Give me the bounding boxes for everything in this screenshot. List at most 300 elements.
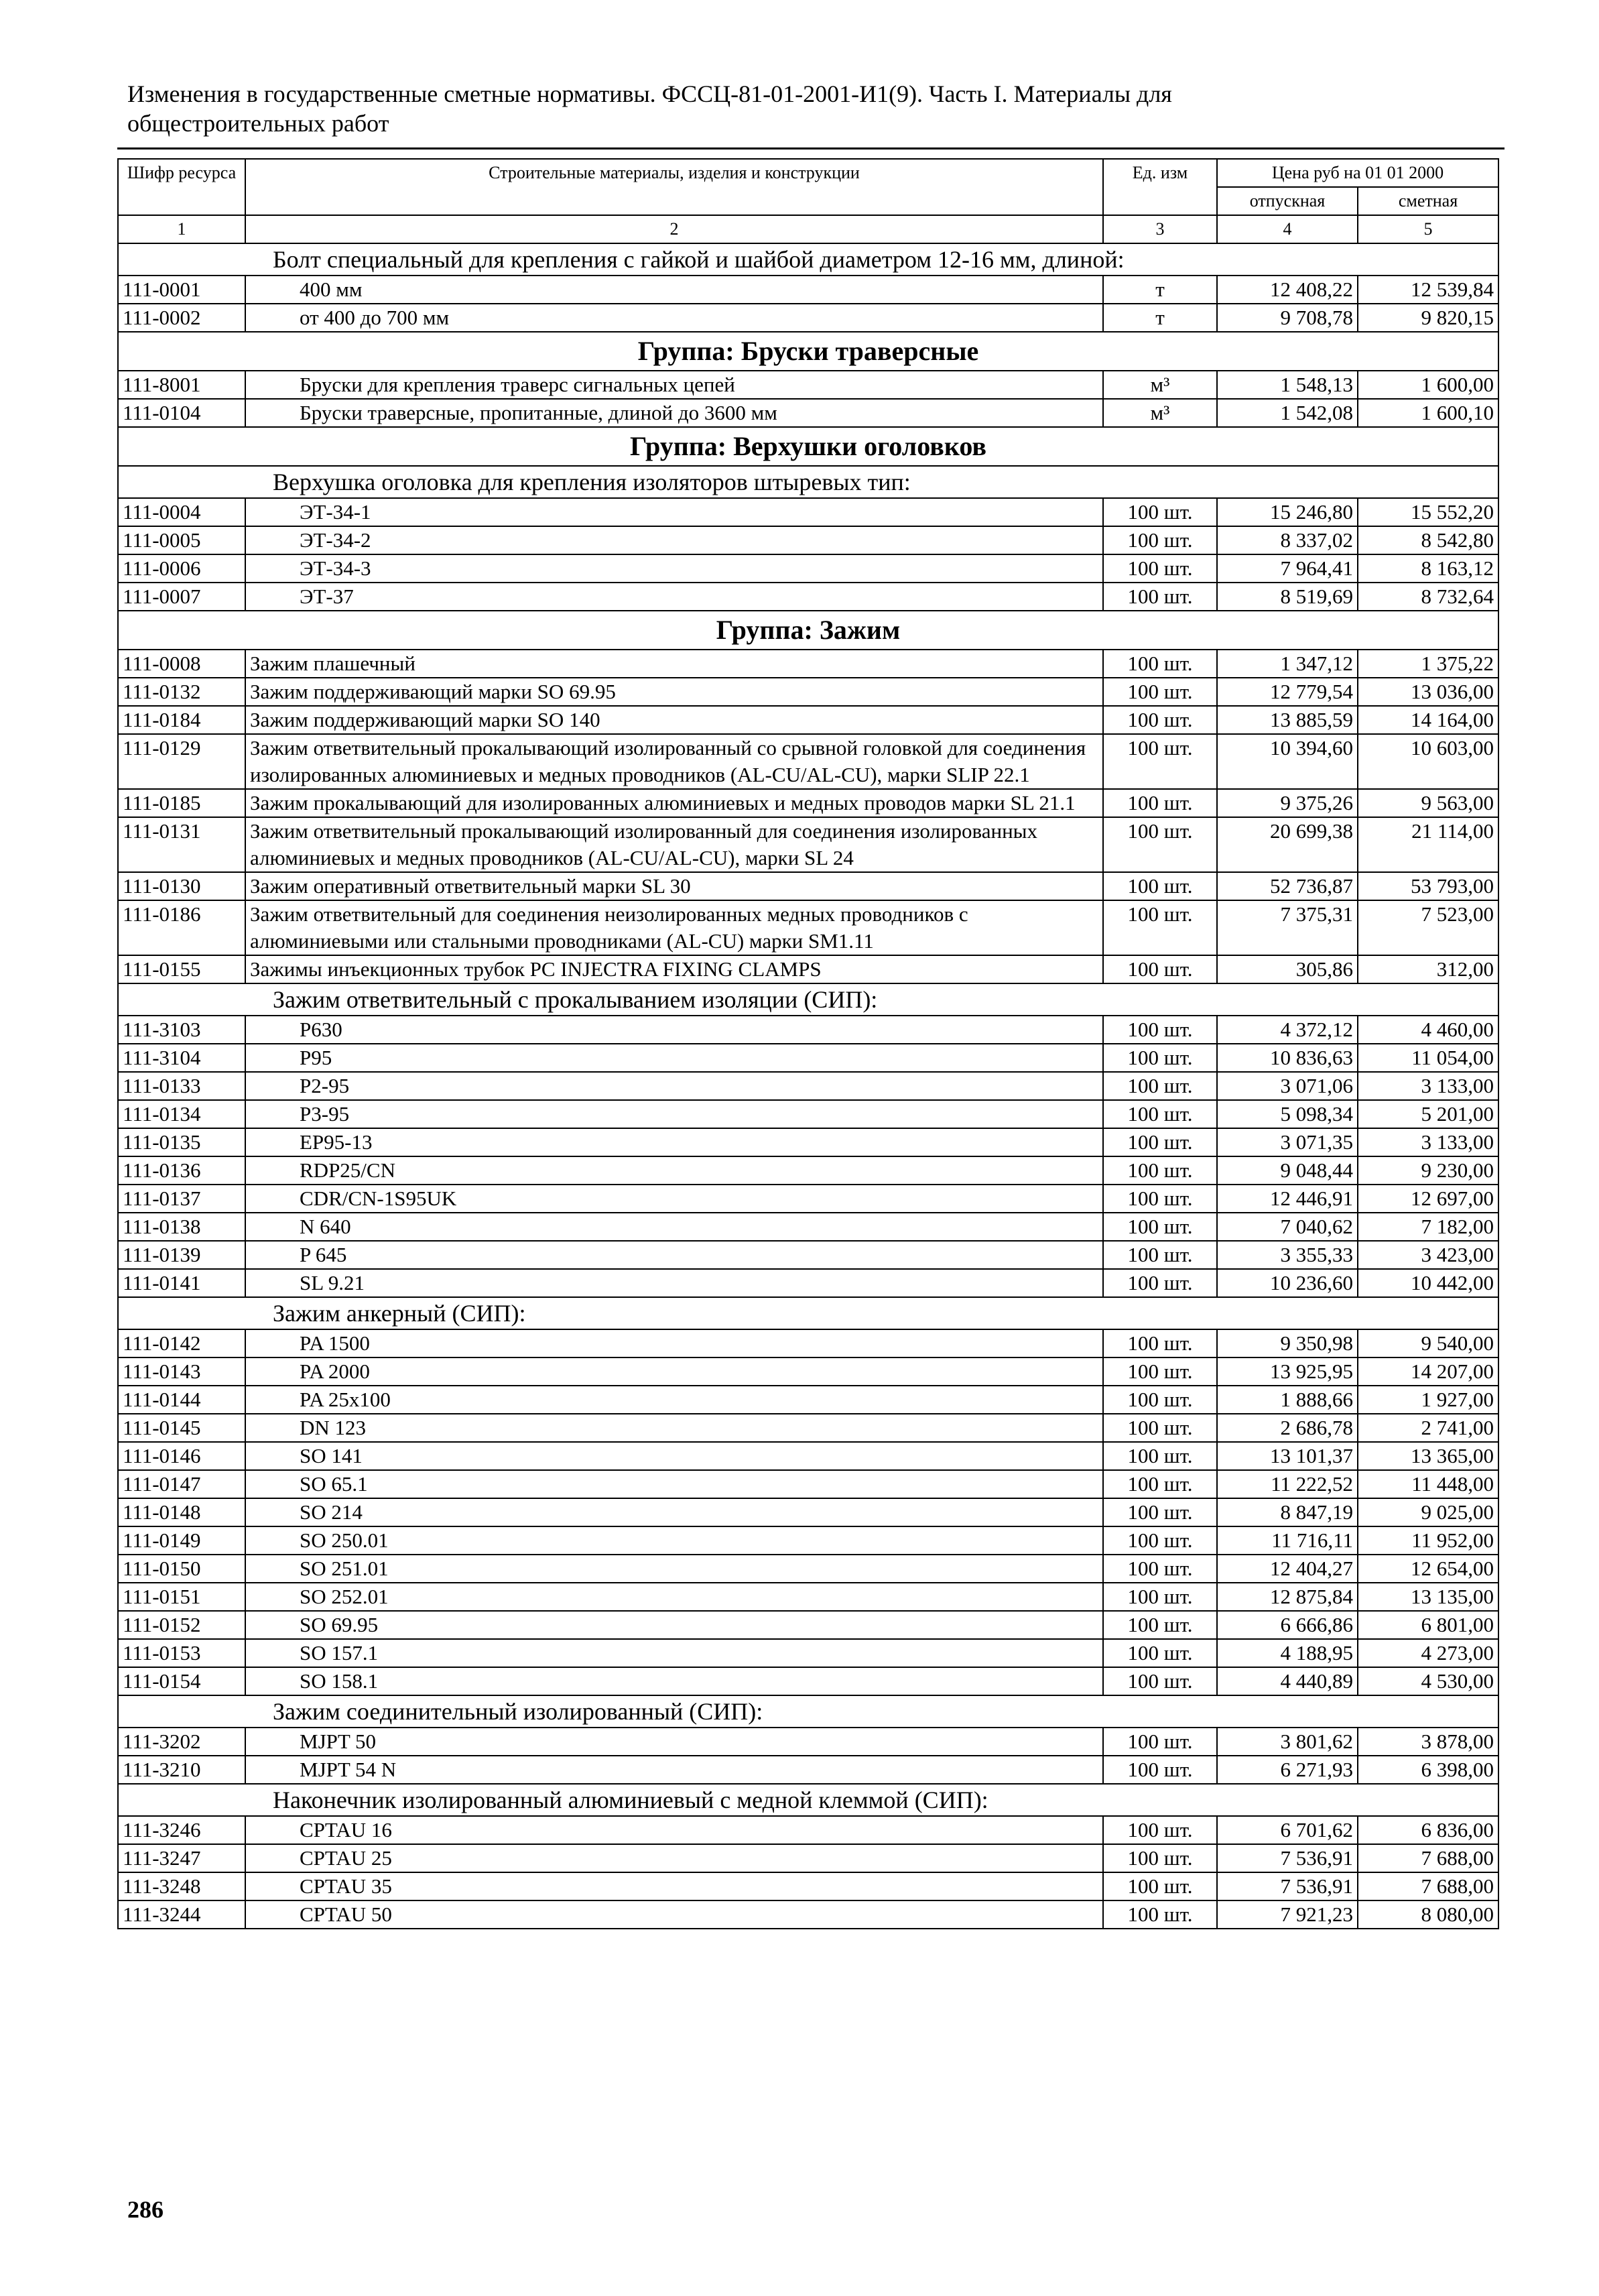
resource-code: 111-0186 [118,900,245,955]
release-price: 7 921,23 [1217,1900,1358,1929]
material-name: P 645 [245,1241,1103,1269]
release-price: 9 350,98 [1217,1329,1358,1357]
unit-of-measure: 100 шт. [1103,1357,1217,1386]
estimate-price: 312,00 [1358,955,1498,983]
col-header-price-estimate: сметная [1358,187,1498,215]
release-price: 12 404,27 [1217,1555,1358,1583]
estimate-price: 9 563,00 [1358,789,1498,817]
release-price: 52 736,87 [1217,872,1358,900]
release-price: 20 699,38 [1217,817,1358,872]
table-row [118,817,1498,872]
table-row [118,1072,1498,1100]
release-price: 11 222,52 [1217,1470,1358,1498]
unit-of-measure: 100 шт. [1103,955,1217,983]
release-price: 7 040,62 [1217,1213,1358,1241]
resource-code: 111-0131 [118,817,245,872]
group-heading: Группа: Зажим [118,611,1498,650]
estimate-price: 1 600,00 [1358,371,1498,399]
estimate-price: 3 878,00 [1358,1728,1498,1756]
unit-of-measure: 100 шт. [1103,650,1217,678]
header-rule [117,147,1505,149]
table-row [118,1728,1498,1756]
unit-of-measure: 100 шт. [1103,1442,1217,1470]
unit-of-measure: 100 шт. [1103,734,1217,789]
material-name: SO 250.01 [245,1526,1103,1555]
unit-of-measure: 100 шт. [1103,678,1217,706]
resource-code: 111-0185 [118,789,245,817]
release-price: 10 394,60 [1217,734,1358,789]
col-header-name: Строительные материалы, изделия и конструкции [245,159,1103,215]
subgroup-heading: Верхушка оголовка для крепления изоляторов штыревых тип: [118,466,1498,498]
material-name: SO 141 [245,1442,1103,1470]
estimate-price: 7 688,00 [1358,1872,1498,1900]
estimate-price: 11 054,00 [1358,1044,1498,1072]
resource-code: 111-0144 [118,1386,245,1414]
release-price: 4 440,89 [1217,1667,1358,1695]
table-row [118,900,1498,955]
resource-code: 111-0104 [118,399,245,427]
table-row [118,1756,1498,1784]
price-table [117,158,1499,1929]
unit-of-measure: 100 шт. [1103,1816,1217,1844]
unit-of-measure: 100 шт. [1103,1583,1217,1611]
table-row [118,1639,1498,1667]
resource-code: 111-0153 [118,1639,245,1667]
material-name: Зажим ответвительный прокалывающий изолированный для соединения изолированных алюминиевых и медных проводников (AL-CU/AL-CU), марки SL 24 [245,817,1103,872]
material-name: CPTAU 35 [245,1872,1103,1900]
table-row [118,734,1498,789]
release-price: 3 355,33 [1217,1241,1358,1269]
material-name: P3-95 [245,1100,1103,1128]
material-name: ЭТ-34-2 [245,526,1103,554]
resource-code: 111-0154 [118,1667,245,1695]
release-price: 9 048,44 [1217,1156,1358,1185]
table-row [118,1526,1498,1555]
estimate-price: 12 697,00 [1358,1185,1498,1213]
estimate-price: 6 801,00 [1358,1611,1498,1639]
subgroup-heading: Зажим ответвительный с прокалыванием изоляции (СИП): [118,983,1498,1016]
page-number: 286 [127,2196,164,2223]
estimate-price: 4 460,00 [1358,1016,1498,1044]
table-row [118,1100,1498,1128]
unit-of-measure: 100 шт. [1103,1844,1217,1872]
unit-of-measure: 100 шт. [1103,1386,1217,1414]
resource-code: 111-3104 [118,1044,245,1072]
resource-code: 111-0148 [118,1498,245,1526]
release-price: 7 536,91 [1217,1844,1358,1872]
unit-of-measure: 100 шт. [1103,1213,1217,1241]
material-name: Бруски для крепления траверс сигнальных цепей [245,371,1103,399]
table-row [118,1498,1498,1526]
material-name: SO 214 [245,1498,1103,1526]
release-price: 6 666,86 [1217,1611,1358,1639]
resource-code: 111-0005 [118,526,245,554]
col-header-price-release: отпускная [1217,187,1358,215]
unit-of-measure: 100 шт. [1103,817,1217,872]
material-name: PA 1500 [245,1329,1103,1357]
table-row [118,1900,1498,1929]
unit-of-measure: 100 шт. [1103,900,1217,955]
table-row [118,678,1498,706]
estimate-price: 4 530,00 [1358,1667,1498,1695]
table-row [118,583,1498,611]
release-price: 1 888,66 [1217,1386,1358,1414]
estimate-price: 3 133,00 [1358,1072,1498,1100]
resource-code: 111-0138 [118,1213,245,1241]
table-row [118,1357,1498,1386]
unit-of-measure: 100 шт. [1103,872,1217,900]
group-heading-row [118,611,1498,650]
estimate-price: 7 182,00 [1358,1213,1498,1241]
estimate-price: 9 540,00 [1358,1329,1498,1357]
resource-code: 111-0151 [118,1583,245,1611]
table-row [118,1016,1498,1044]
material-name: 400 мм [245,276,1103,304]
resource-code: 111-0184 [118,706,245,734]
resource-code: 111-0008 [118,650,245,678]
subgroup-heading-row [118,1784,1498,1816]
estimate-price: 10 442,00 [1358,1269,1498,1297]
estimate-price: 8 080,00 [1358,1900,1498,1929]
resource-code: 111-0007 [118,583,245,611]
release-price: 10 836,63 [1217,1044,1358,1072]
material-name: SO 158.1 [245,1667,1103,1695]
unit-of-measure: 100 шт. [1103,1756,1217,1784]
estimate-price: 12 539,84 [1358,276,1498,304]
resource-code: 111-0139 [118,1241,245,1269]
release-price: 4 372,12 [1217,1016,1358,1044]
material-name: RDP25/CN [245,1156,1103,1185]
unit-of-measure: 100 шт. [1103,1128,1217,1156]
table-row [118,1872,1498,1900]
estimate-price: 3 133,00 [1358,1128,1498,1156]
estimate-price: 2 741,00 [1358,1414,1498,1442]
table-row [118,1611,1498,1639]
unit-of-measure: 100 шт. [1103,1100,1217,1128]
release-price: 8 519,69 [1217,583,1358,611]
estimate-price: 11 952,00 [1358,1526,1498,1555]
resource-code: 111-0006 [118,554,245,583]
unit-of-measure: 100 шт. [1103,554,1217,583]
release-price: 13 925,95 [1217,1357,1358,1386]
table-row [118,1329,1498,1357]
unit-of-measure: 100 шт. [1103,1639,1217,1667]
unit-of-measure: 100 шт. [1103,1900,1217,1929]
material-name: EP95-13 [245,1128,1103,1156]
document-title-line2: общестроительных работ [127,110,389,137]
table-row [118,1583,1498,1611]
col-number: 1 [118,215,245,243]
resource-code: 111-0133 [118,1072,245,1100]
table-row [118,1414,1498,1442]
release-price: 13 101,37 [1217,1442,1358,1470]
material-name: Зажим поддерживающий марки SO 69.95 [245,678,1103,706]
table-row [118,1844,1498,1872]
material-name: Зажим ответвительный для соединения неизолированных медных проводников с алюминиевыми или стальными проводниками (AL-CU) марки SM1.11 [245,900,1103,955]
estimate-price: 6 836,00 [1358,1816,1498,1844]
release-price: 12 408,22 [1217,276,1358,304]
col-number: 2 [245,215,1103,243]
unit-of-measure: 100 шт. [1103,526,1217,554]
subgroup-heading-row [118,466,1498,498]
resource-code: 111-0152 [118,1611,245,1639]
unit-of-measure: т [1103,276,1217,304]
resource-code: 111-3202 [118,1728,245,1756]
estimate-price: 14 164,00 [1358,706,1498,734]
resource-code: 111-3210 [118,1756,245,1784]
release-price: 3 071,35 [1217,1128,1358,1156]
table-row [118,371,1498,399]
estimate-price: 13 135,00 [1358,1583,1498,1611]
material-name: MJPT 54 N [245,1756,1103,1784]
estimate-price: 9 230,00 [1358,1156,1498,1185]
table-row [118,1185,1498,1213]
release-price: 7 964,41 [1217,554,1358,583]
estimate-price: 8 542,80 [1358,526,1498,554]
release-price: 305,86 [1217,955,1358,983]
material-name: P2-95 [245,1072,1103,1100]
estimate-price: 7 688,00 [1358,1844,1498,1872]
release-price: 11 716,11 [1217,1526,1358,1555]
unit-of-measure: 100 шт. [1103,1072,1217,1100]
resource-code: 111-0129 [118,734,245,789]
estimate-price: 13 365,00 [1358,1442,1498,1470]
col-header-unit: Ед. изм [1103,159,1217,215]
table-row [118,650,1498,678]
table-row [118,1213,1498,1241]
unit-of-measure: 100 шт. [1103,1526,1217,1555]
resource-code: 111-0150 [118,1555,245,1583]
unit-of-measure: 100 шт. [1103,1667,1217,1695]
release-price: 2 686,78 [1217,1414,1358,1442]
resource-code: 111-3103 [118,1016,245,1044]
release-price: 1 347,12 [1217,650,1358,678]
release-price: 15 246,80 [1217,498,1358,526]
table-row [118,1386,1498,1414]
material-name: N 640 [245,1213,1103,1241]
unit-of-measure: 100 шт. [1103,1414,1217,1442]
table-row [118,1128,1498,1156]
release-price: 1 542,08 [1217,399,1358,427]
estimate-price: 11 448,00 [1358,1470,1498,1498]
unit-of-measure: 100 шт. [1103,1611,1217,1639]
release-price: 7 375,31 [1217,900,1358,955]
release-price: 9 375,26 [1217,789,1358,817]
material-name: SO 157.1 [245,1639,1103,1667]
table-body [118,243,1498,1929]
material-name: P630 [245,1016,1103,1044]
resource-code: 111-0130 [118,872,245,900]
estimate-price: 8 163,12 [1358,554,1498,583]
resource-code: 111-0149 [118,1526,245,1555]
col-number: 3 [1103,215,1217,243]
resource-code: 111-0134 [118,1100,245,1128]
release-price: 3 801,62 [1217,1728,1358,1756]
resource-code: 111-3246 [118,1816,245,1844]
material-name: PA 25x100 [245,1386,1103,1414]
table-row [118,526,1498,554]
unit-of-measure: 100 шт. [1103,1185,1217,1213]
unit-of-measure: м³ [1103,399,1217,427]
document-title [127,79,1334,138]
unit-of-measure: 100 шт. [1103,1498,1217,1526]
material-name: CDR/CN-1S95UK [245,1185,1103,1213]
resource-code: 111-0147 [118,1470,245,1498]
release-price: 4 188,95 [1217,1639,1358,1667]
material-name: Зажим прокалывающий для изолированных алюминиевых и медных проводов марки SL 21.1 [245,789,1103,817]
subgroup-heading-row [118,243,1498,276]
table-row [118,304,1498,332]
release-price: 8 847,19 [1217,1498,1358,1526]
unit-of-measure: 100 шт. [1103,706,1217,734]
unit-of-measure: т [1103,304,1217,332]
material-name: от 400 до 700 мм [245,304,1103,332]
release-price: 7 536,91 [1217,1872,1358,1900]
estimate-price: 14 207,00 [1358,1357,1498,1386]
material-name: SO 252.01 [245,1583,1103,1611]
unit-of-measure: 100 шт. [1103,1470,1217,1498]
resource-code: 111-0132 [118,678,245,706]
subgroup-heading: Болт специальный для крепления с гайкой и шайбой диаметром 12-16 мм, длиной: [118,243,1498,276]
material-name: Зажимы инъекционных трубок PC INJECTRA FIXING CLAMPS [245,955,1103,983]
table-row [118,789,1498,817]
group-heading-row [118,332,1498,371]
material-name: Зажим поддерживающий марки SO 140 [245,706,1103,734]
resource-code: 111-0001 [118,276,245,304]
col-number: 4 [1217,215,1358,243]
unit-of-measure: 100 шт. [1103,789,1217,817]
table-row [118,955,1498,983]
material-name: SO 69.95 [245,1611,1103,1639]
material-name: Зажим оперативный ответвительный марки SL 30 [245,872,1103,900]
estimate-price: 9 820,15 [1358,304,1498,332]
resource-code: 111-0142 [118,1329,245,1357]
subgroup-heading: Зажим анкерный (СИП): [118,1297,1498,1329]
estimate-price: 1 600,10 [1358,399,1498,427]
table-row [118,1816,1498,1844]
unit-of-measure: 100 шт. [1103,1044,1217,1072]
release-price: 12 446,91 [1217,1185,1358,1213]
resource-code: 111-0155 [118,955,245,983]
release-price: 12 779,54 [1217,678,1358,706]
estimate-price: 6 398,00 [1358,1756,1498,1784]
estimate-price: 4 273,00 [1358,1639,1498,1667]
table-row [118,1667,1498,1695]
material-name: Зажим плашечный [245,650,1103,678]
subgroup-heading: Зажим соединительный изолированный (СИП): [118,1695,1498,1728]
group-heading: Группа: Бруски траверсные [118,332,1498,371]
resource-code: 111-3247 [118,1844,245,1872]
material-name: CPTAU 25 [245,1844,1103,1872]
release-price: 6 271,93 [1217,1756,1358,1784]
table-row [118,706,1498,734]
unit-of-measure: 100 шт. [1103,1269,1217,1297]
material-name: SO 65.1 [245,1470,1103,1498]
table-row [118,554,1498,583]
estimate-price: 15 552,20 [1358,498,1498,526]
resource-code: 111-0137 [118,1185,245,1213]
estimate-price: 7 523,00 [1358,900,1498,955]
release-price: 12 875,84 [1217,1583,1358,1611]
estimate-price: 53 793,00 [1358,872,1498,900]
material-name: CPTAU 16 [245,1816,1103,1844]
group-heading: Группа: Верхушки оголовков [118,427,1498,466]
table-row [118,1241,1498,1269]
material-name: CPTAU 50 [245,1900,1103,1929]
resource-code: 111-3244 [118,1900,245,1929]
table-row [118,1442,1498,1470]
estimate-price: 5 201,00 [1358,1100,1498,1128]
subgroup-heading-row [118,1297,1498,1329]
material-name: P95 [245,1044,1103,1072]
table-row [118,1555,1498,1583]
material-name: PA 2000 [245,1357,1103,1386]
material-name: MJPT 50 [245,1728,1103,1756]
resource-code: 111-0002 [118,304,245,332]
resource-code: 111-0135 [118,1128,245,1156]
unit-of-measure: 100 шт. [1103,498,1217,526]
subgroup-heading-row [118,1695,1498,1728]
resource-code: 111-0004 [118,498,245,526]
subgroup-heading: Наконечник изолированный алюминиевый с медной клеммой (СИП): [118,1784,1498,1816]
unit-of-measure: 100 шт. [1103,583,1217,611]
table-row [118,399,1498,427]
document-title-line1: Изменения в государственные сметные нормативы. ФССЦ-81-01-2001-И1(9). Часть I. Материалы для [127,80,1172,107]
col-header-price-group: Цена руб на 01 01 2000 [1217,159,1498,187]
estimate-price: 3 423,00 [1358,1241,1498,1269]
unit-of-measure: 100 шт. [1103,1555,1217,1583]
resource-code: 111-8001 [118,371,245,399]
table-row [118,1269,1498,1297]
table-row [118,498,1498,526]
unit-of-measure: м³ [1103,371,1217,399]
material-name: Зажим ответвительный прокалывающий изолированный со срывной головкой для соединения изолированных алюминиевых и медных проводников (AL-CU/AL-CU), марки SLIP 22.1 [245,734,1103,789]
table-row [118,1470,1498,1498]
material-name: SO 251.01 [245,1555,1103,1583]
unit-of-measure: 100 шт. [1103,1728,1217,1756]
table-row [118,276,1498,304]
subgroup-heading-row [118,983,1498,1016]
release-price: 1 548,13 [1217,371,1358,399]
estimate-price: 9 025,00 [1358,1498,1498,1526]
estimate-price: 10 603,00 [1358,734,1498,789]
table-row [118,872,1498,900]
estimate-price: 8 732,64 [1358,583,1498,611]
col-header-code: Шифр ресурса [118,159,245,215]
release-price: 5 098,34 [1217,1100,1358,1128]
release-price: 6 701,62 [1217,1816,1358,1844]
unit-of-measure: 100 шт. [1103,1016,1217,1044]
release-price: 13 885,59 [1217,706,1358,734]
resource-code: 111-3248 [118,1872,245,1900]
table-row [118,1044,1498,1072]
release-price: 3 071,06 [1217,1072,1358,1100]
resource-code: 111-0136 [118,1156,245,1185]
resource-code: 111-0145 [118,1414,245,1442]
estimate-price: 1 927,00 [1358,1386,1498,1414]
resource-code: 111-0141 [118,1269,245,1297]
table-row [118,1156,1498,1185]
material-name: ЭТ-37 [245,583,1103,611]
group-heading-row [118,427,1498,466]
material-name: SL 9.21 [245,1269,1103,1297]
release-price: 9 708,78 [1217,304,1358,332]
estimate-price: 21 114,00 [1358,817,1498,872]
estimate-price: 1 375,22 [1358,650,1498,678]
material-name: ЭТ-34-3 [245,554,1103,583]
resource-code: 111-0143 [118,1357,245,1386]
release-price: 10 236,60 [1217,1269,1358,1297]
